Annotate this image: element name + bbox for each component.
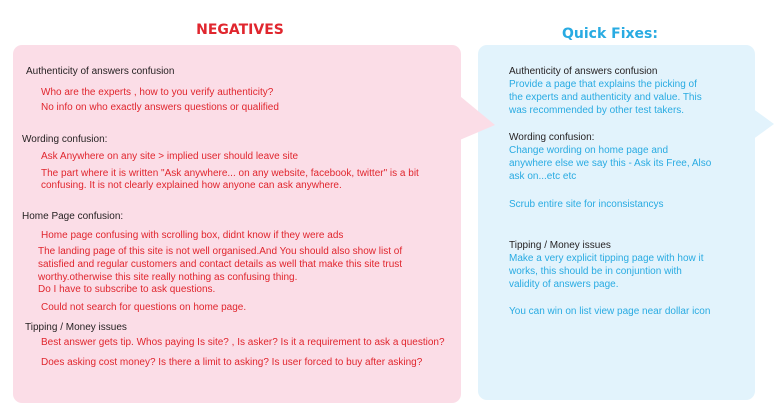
fix-item-line: was recommended by other test takers. <box>509 105 685 116</box>
neg-item-line: Could not search for questions on home page. <box>41 302 247 313</box>
fix-item-line: Provide a page that explains the picking of <box>509 79 697 90</box>
fix-item-line: Make a very explicit tipping page with how it <box>509 253 704 264</box>
neg-item-line: The landing page of this site is not well organised.And You should also show list of <box>38 246 403 257</box>
fix-section-title: Tipping / Money issues <box>509 240 611 251</box>
quick-fixes-heading: Quick Fixes: <box>562 26 658 42</box>
neg-item-line: worthy.otherwise this site really nothing as confusing thing. <box>38 272 298 283</box>
fix-item-line: ask on...etc etc <box>509 171 577 182</box>
fix-section-title: Authenticity of answers confusion <box>509 66 658 77</box>
fix-section-title: Wording confusion: <box>509 132 595 143</box>
quick-fixes-callout-pointer <box>752 108 774 148</box>
neg-section-title: Tipping / Money issues <box>25 322 127 333</box>
neg-item-line: Ask Anywhere on any site > implied user should leave site <box>41 151 299 162</box>
fix-item-line: You can win on list view page near dollar icon <box>509 306 711 317</box>
fix-item-line: validity of answers page. <box>509 279 619 290</box>
neg-section-title: Authenticity of answers confusion <box>26 66 175 77</box>
neg-item-line: Who are the experts , how to you verify authenticity? <box>41 87 274 98</box>
fix-item-line: works, this should be in conjuntion with <box>509 266 682 277</box>
neg-item-line: Do I have to subscribe to ask questions. <box>38 284 216 295</box>
fix-item-line: anywhere else we say this - Ask its Free, Also <box>509 158 712 169</box>
neg-item-line: The part where it is written "Ask anywhere... on any website, facebook, twitter" is a bit <box>41 168 419 179</box>
neg-item-line: Does asking cost money? Is there a limit to asking? Is user forced to buy after asking? <box>41 357 423 368</box>
negatives-heading: NEGATIVES <box>196 22 284 38</box>
fix-item-line: Change wording on home page and <box>509 145 669 156</box>
neg-section-title: Home Page confusion: <box>22 211 124 222</box>
neg-item-line: satisfied and regular customers and contact details as well that make this site trust <box>38 259 403 270</box>
neg-section-title: Wording confusion: <box>22 134 108 145</box>
neg-item-line: Home page confusing with scrolling box, didnt know if they were ads <box>41 230 344 241</box>
fix-item-line: Scrub entire site for inconsistancys <box>509 199 664 210</box>
neg-item-line: No info on who exactly answers questions or qualified <box>41 102 279 113</box>
neg-item-line: Best answer gets tip. Whos paying Is site? , Is asker? Is it a requirement to ask a question? <box>41 337 445 348</box>
negatives-callout-pointer <box>455 92 505 142</box>
fix-item-line: the experts and authenticity and value. This <box>509 92 702 103</box>
neg-item-line: confusing. It is not clearly explained how anyone can ask anywhere. <box>41 180 342 191</box>
